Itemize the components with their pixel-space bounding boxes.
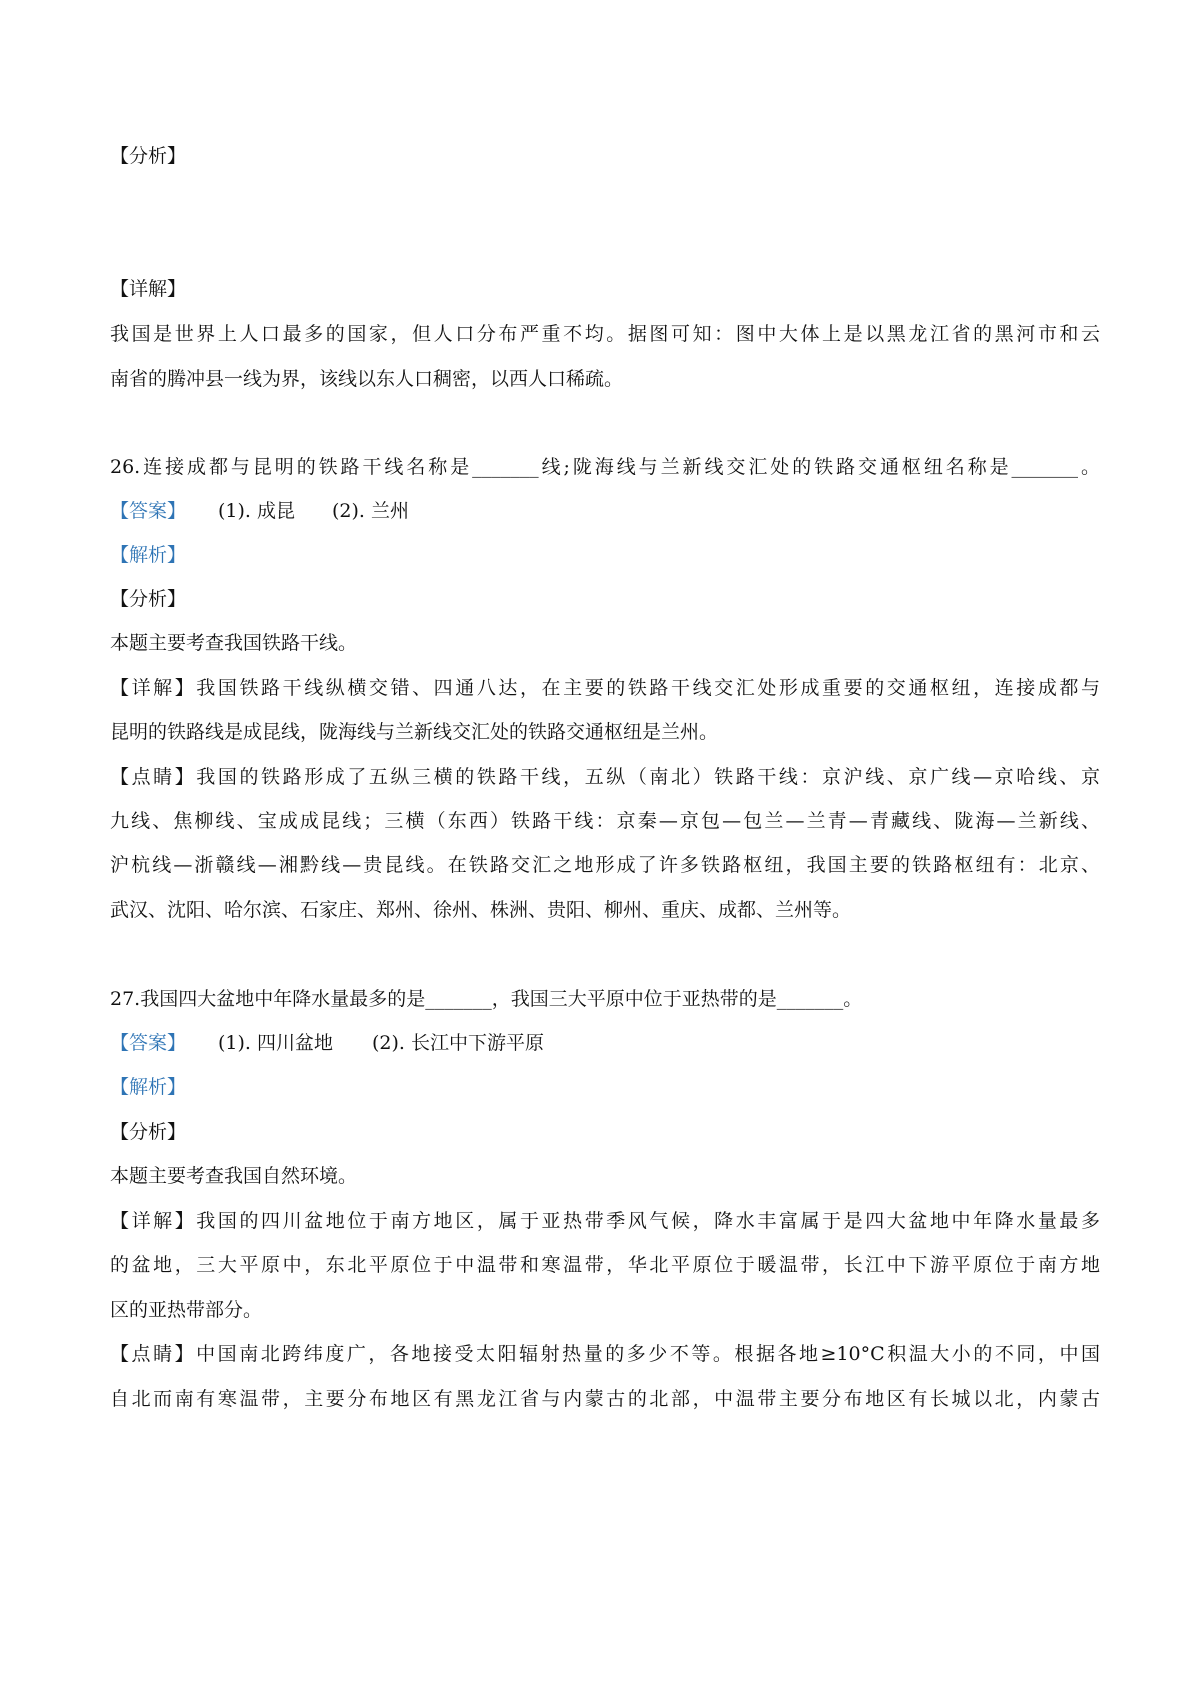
point-line: 九线、焦柳线、宝成成昆线；三横（东西）铁路干线：京秦—京包—包兰—兰青—青藏线、陇海—兰新线、 xyxy=(110,810,1100,832)
answer-item-1: (1). 成昆 xyxy=(218,500,295,522)
analysis-text: 本题主要考查我国铁路干线。 xyxy=(110,632,358,654)
answer-item-1: (1). 四川盆地 xyxy=(218,1032,333,1054)
jiexi-heading: 【解析】 xyxy=(110,544,187,566)
detail-line: 昆明的铁路线是成昆线，陇海线与兰新线交汇处的铁路交通枢纽是兰州。 xyxy=(110,721,719,743)
jiexi-heading: 【解析】 xyxy=(110,1076,187,1098)
answer-label: 【答案】 xyxy=(110,500,187,522)
detail-line: 区的亚热带部分。 xyxy=(110,1299,263,1321)
detail-line: 【详解】我国的四川盆地位于南方地区，属于亚热带季风气候，降水丰富属于是四大盆地中年降水量最多 xyxy=(110,1210,1100,1232)
detail-line: 的盆地，三大平原中，东北平原位于中温带和寒温带，华北平原位于暖温带，长江中下游平原位于南方地 xyxy=(110,1254,1100,1276)
analysis-heading: 【分析】 xyxy=(110,145,187,167)
point-line: 武汉、沈阳、哈尔滨、石家庄、郑州、徐州、株洲、贵阳、柳州、重庆、成都、兰州等。 xyxy=(110,899,852,921)
answer-item-2: (2). 兰州 xyxy=(332,500,409,522)
analysis-heading: 【分析】 xyxy=(110,588,187,610)
question-27: 27.我国四大盆地中年降水量最多的是_______，我国三大平原中位于亚热带的是_______。 xyxy=(110,988,863,1010)
point-line: 【点睛】我国的铁路形成了五纵三横的铁路干线，五纵（南北）铁路干线：京沪线、京广线—京哈线、京 xyxy=(110,766,1100,788)
analysis-text: 本题主要考查我国自然环境。 xyxy=(110,1165,358,1187)
detail-heading: 【详解】 xyxy=(110,278,187,300)
answer-label: 【答案】 xyxy=(110,1032,187,1054)
point-line: 自北而南有寒温带，主要分布地区有黑龙江省与内蒙古的北部，中温带主要分布地区有长城以北，内蒙古 xyxy=(110,1388,1100,1410)
point-line: 沪杭线—浙赣线—湘黔线—贵昆线。在铁路交汇之地形成了许多铁路枢纽，我国主要的铁路枢纽有：北京、 xyxy=(110,854,1100,876)
analysis-heading: 【分析】 xyxy=(110,1121,187,1143)
detail-line: 南省的腾冲县一线为界，该线以东人口稠密，以西人口稀疏。 xyxy=(110,368,624,390)
detail-line: 【详解】我国铁路干线纵横交错、四通八达，在主要的铁路干线交汇处形成重要的交通枢纽，连接成都与 xyxy=(110,677,1100,699)
point-line: 【点睛】中国南北跨纬度广，各地接受太阳辐射热量的多少不等。根据各地≥10°C积温大小的不同，中国 xyxy=(110,1343,1100,1365)
answer-item-2: (2). 长江中下游平原 xyxy=(372,1032,544,1054)
question-26: 26.连接成都与昆明的铁路干线名称是_______线;陇海线与兰新线交汇处的铁路交通枢纽名称是_______。 xyxy=(110,456,1100,478)
detail-line: 我国是世界上人口最多的国家，但人口分布严重不均。据图可知：图中大体上是以黑龙江省的黑河市和云 xyxy=(110,323,1100,345)
